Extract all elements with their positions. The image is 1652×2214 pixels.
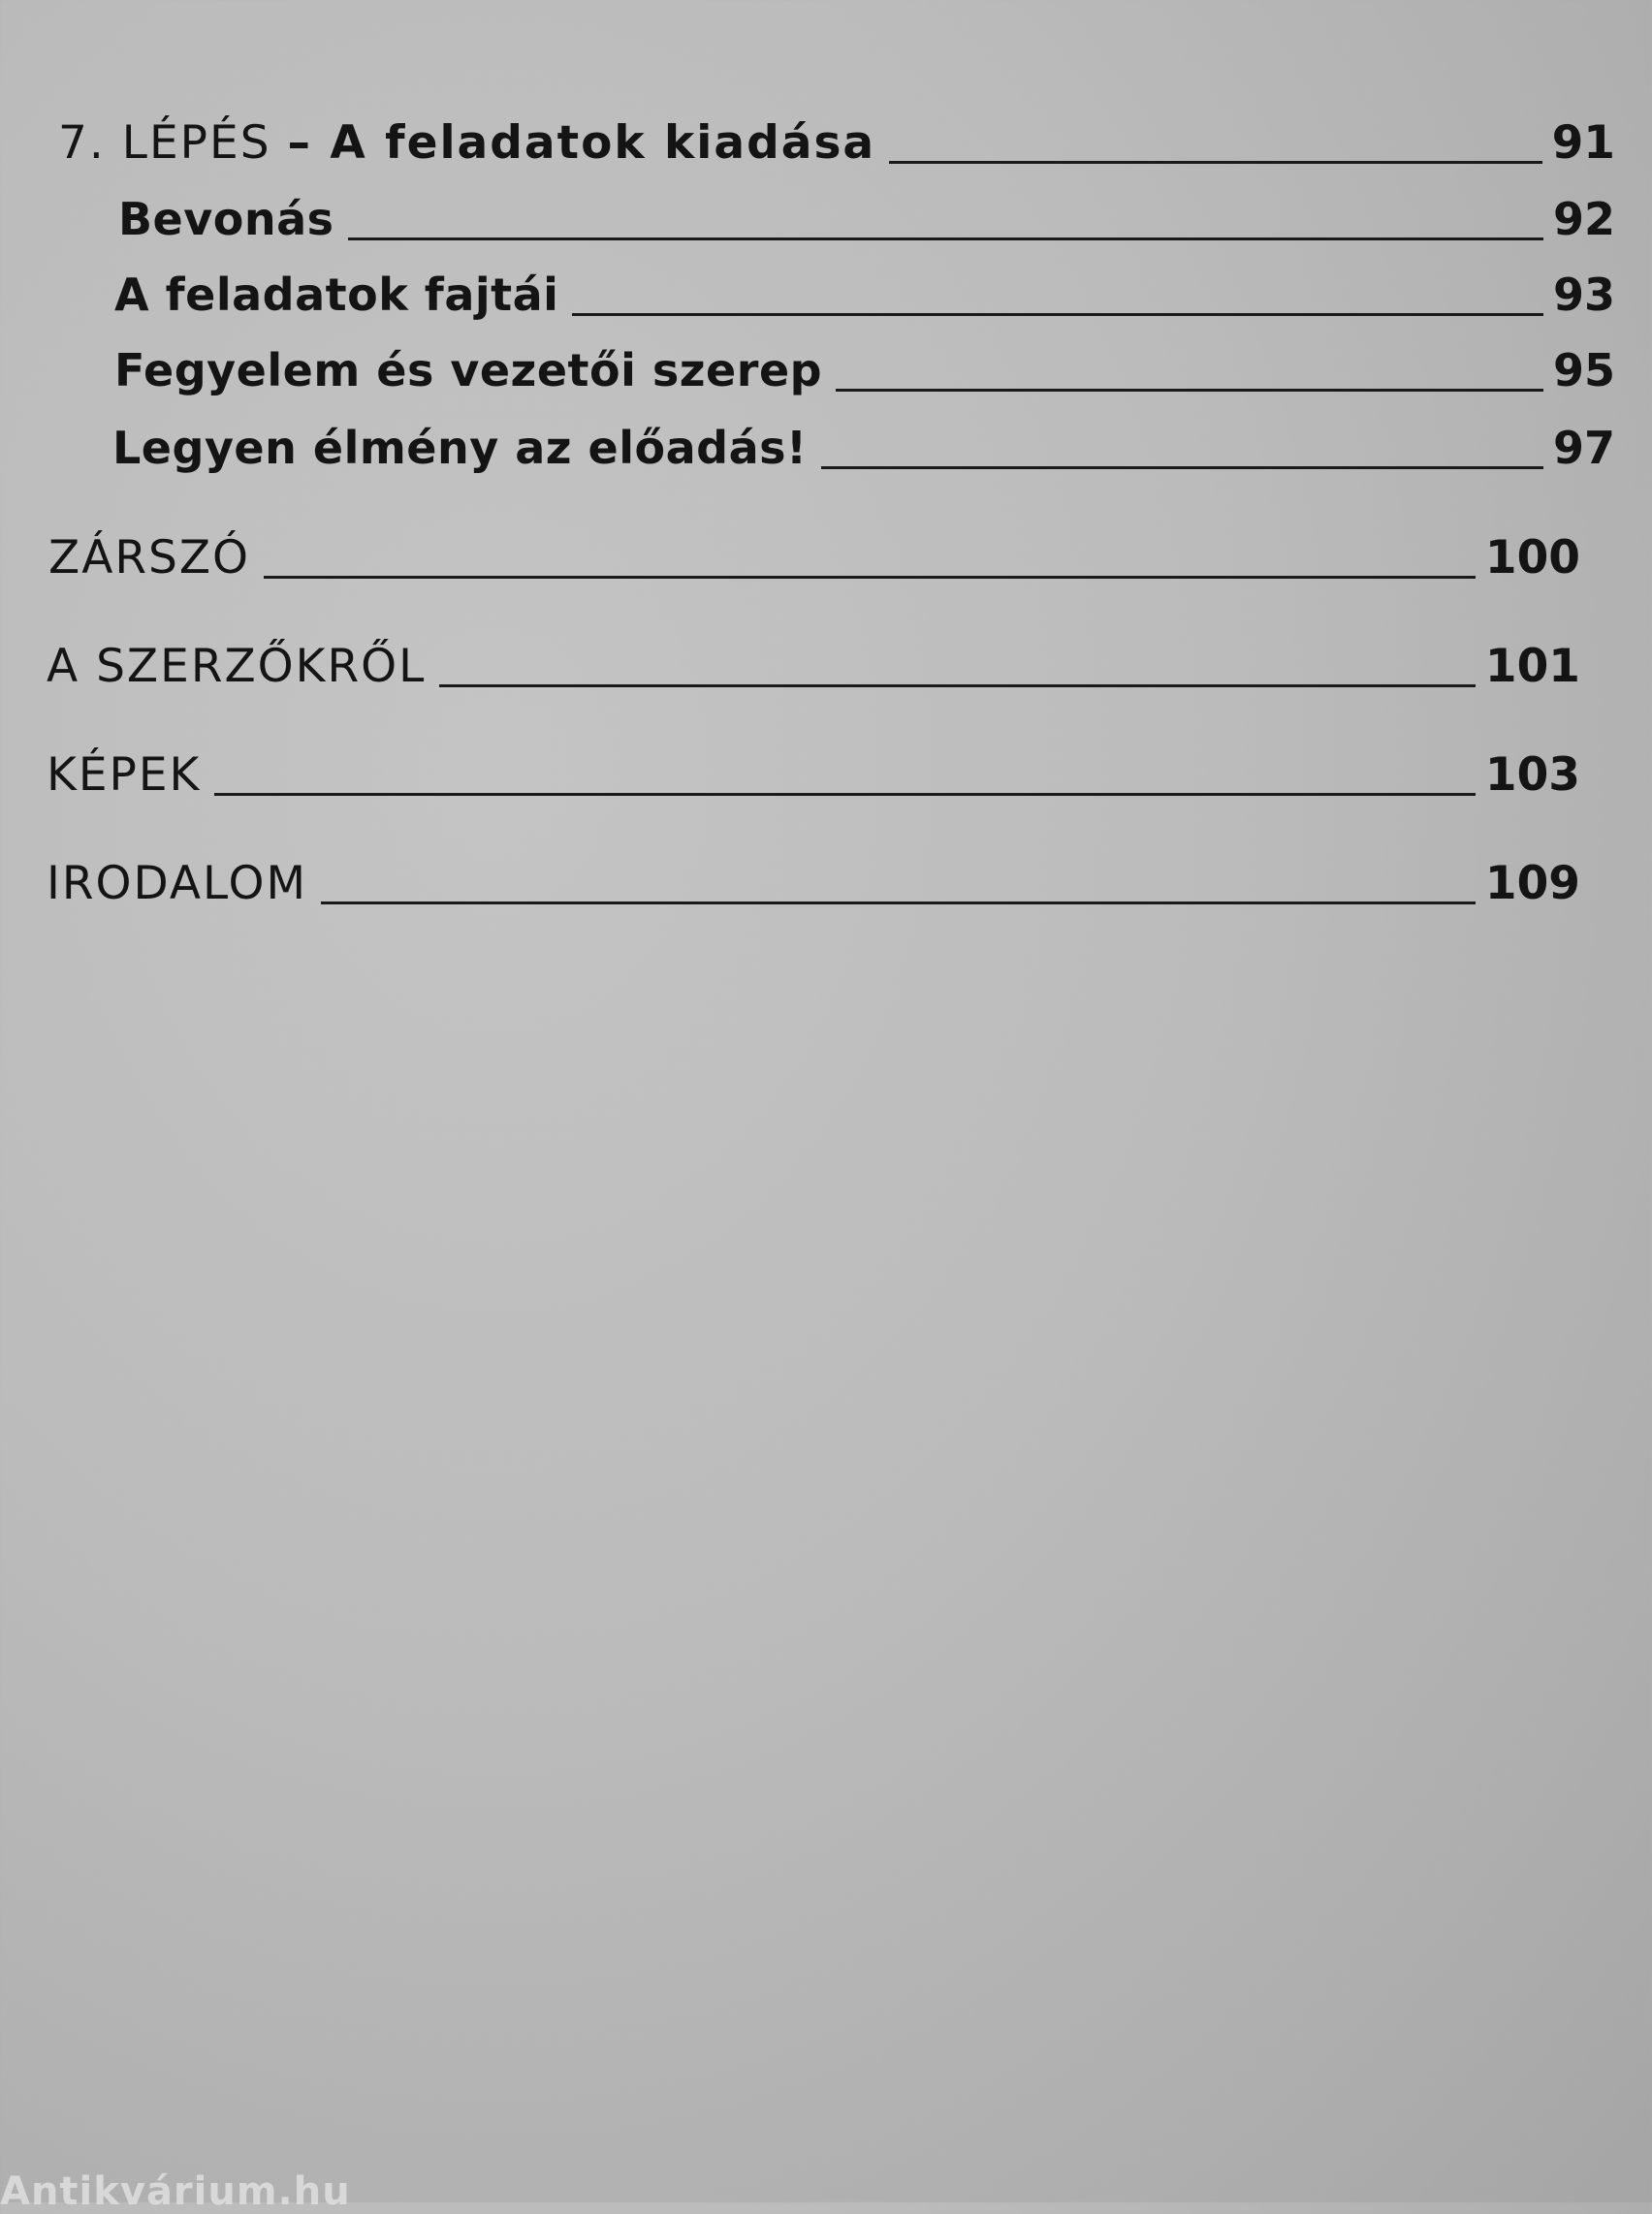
toc-entry-zarszo <box>48 529 1580 587</box>
step-number: 7. <box>58 116 106 170</box>
watermark: Antikvárium.hu <box>0 2169 351 2214</box>
toc-entry-label: ZÁRSZÓ <box>48 531 251 585</box>
toc-entry-label: IRODALOM <box>47 857 308 910</box>
toc-entry-kepek <box>47 746 1580 805</box>
toc-entry-legyen-elmeny <box>112 419 1615 477</box>
toc-entry-label: A SZERZŐKRŐL <box>47 640 427 693</box>
toc-page-number: 92 <box>1552 193 1615 245</box>
toc-page-number: 91 <box>1551 116 1615 170</box>
dot-leader <box>348 237 1543 240</box>
toc-page-number: 97 <box>1552 422 1615 474</box>
dot-leader <box>214 793 1476 796</box>
dot-leader <box>836 389 1543 392</box>
toc-page-number: 109 <box>1484 857 1580 910</box>
toc-page-number: 101 <box>1484 640 1580 693</box>
toc-entry-label: Legyen élmény az előadás! <box>112 422 808 474</box>
dot-leader <box>821 466 1543 469</box>
toc-entry-label: Fegyelem és vezetői szerep <box>114 344 823 396</box>
toc-entry-bevonas <box>118 190 1615 248</box>
table-of-contents <box>0 0 1652 969</box>
toc-entry-label: A feladatok fajtái <box>114 269 559 321</box>
toc-entry-feladatok-fajtai <box>114 266 1615 324</box>
toc-page-number: 95 <box>1552 344 1615 396</box>
toc-entry-fegyelem <box>114 341 1615 399</box>
toc-entry-label: Bevonás <box>118 193 334 245</box>
toc-entry-irodalom <box>47 855 1580 913</box>
dot-leader <box>321 901 1476 904</box>
toc-page-number: 100 <box>1484 531 1580 585</box>
dot-leader <box>889 161 1541 164</box>
toc-entry-a-szerzokrol <box>47 638 1580 696</box>
step-title: – A feladatok kiadása <box>287 116 876 170</box>
toc-entry-label: KÉPEK <box>47 748 202 802</box>
dot-leader <box>264 576 1476 579</box>
dot-leader <box>439 684 1476 687</box>
toc-page-number: 93 <box>1552 269 1615 321</box>
toc-entry-step-7 <box>58 114 1615 173</box>
dot-leader <box>572 313 1543 316</box>
toc-page-number: 103 <box>1484 748 1580 802</box>
step-word: LÉPÉS <box>121 116 271 170</box>
toc-entry-label <box>58 114 875 173</box>
